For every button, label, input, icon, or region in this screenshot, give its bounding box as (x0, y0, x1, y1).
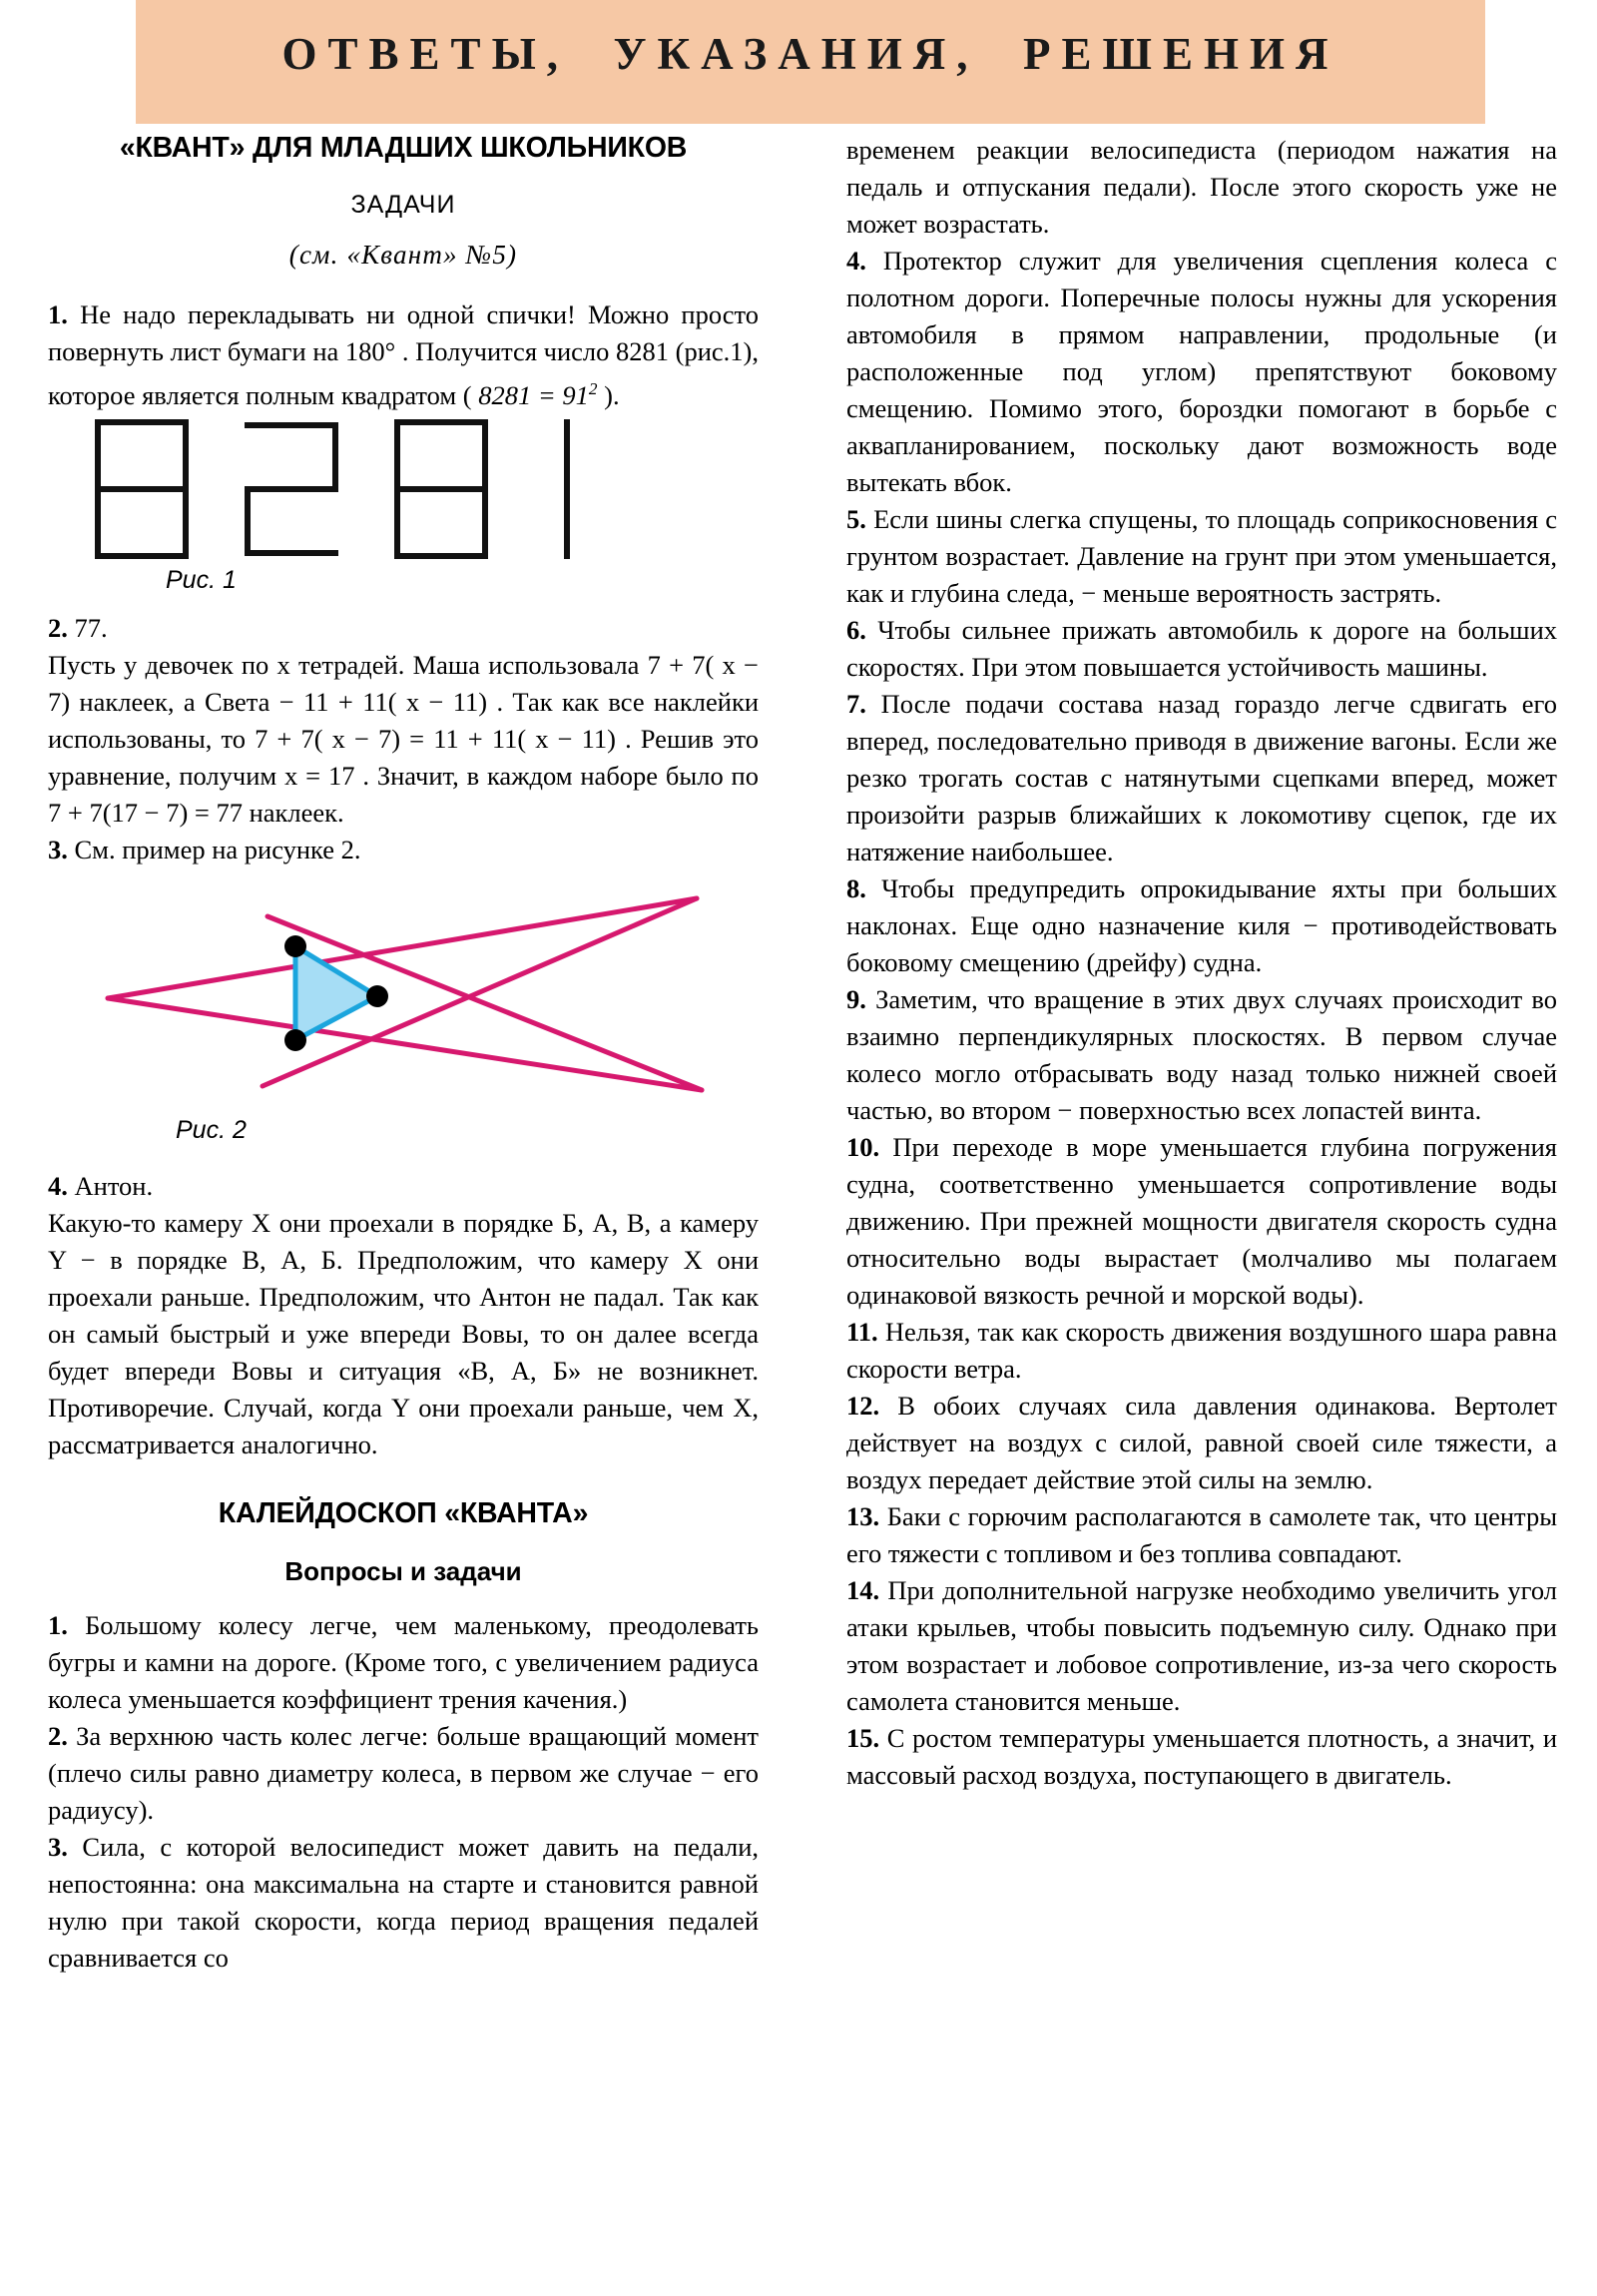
kaleidoscope-item-9 (846, 981, 1557, 1129)
figure-1 (48, 414, 759, 610)
answer-item-1 (48, 296, 759, 414)
item-text: Протектор служит для увеличения сцепления колеса с полотном дороги. Поперечные полосы нужны для ускорения автомобиля в прямом направлении, продольные (и расположенные под углом) препятствуют боковому смещению. Помимо этого, бороздки помогают в борьбе с аквапланированием, поскольку дают возможность воде вытекать вбок. (846, 246, 1557, 497)
item-text: Чтобы предупредить опрокидывание яхты при больших наклонах. Еще одно назначение киля − противодействовать боковому смещению (дрейфу) судна. (846, 873, 1557, 977)
item-number: 7. (846, 689, 866, 719)
kaleidoscope-item-6 (846, 612, 1557, 686)
answer-item-2-text: Пусть у девочек по x тетрадей. Маша использовала 7 + 7( x − 7) наклеек, а Света − 11 + 11( x − 11) . Так как все наклейки использованы, то 7 + 7( x − 7) = 11 + 11( x − 11) . Решив это уравнение, получим x = 17 . Значит, в каждом наборе было по 7 + 7(17 − 7) = 77 наклеек. (48, 649, 759, 828)
item-text: Большому колесу легче, чем маленькому, преодолевать бугры и камни на дороге. (Кроме того, с увеличением радиуса колеса уменьшается коэффициент трения качения.) (48, 1609, 759, 1714)
item-text: Если шины слегка спущены, то площадь соприкосновения с грунтом возрастает. Давление на грунт при этом уменьшается, как и глубина следа, − меньше вероятность застрять. (846, 504, 1557, 608)
answer-item-4-text: Какую-то камеру X они проехали в порядке Б, А, В, а камеру Y − в порядке В, А, Б. Предположим, что камеру X они проехали раньше. Предположим, что Антон не падал. Так как он самый быстрый и уже впереди Вовы, то он далее всегда будет впереди Вовы и ситуация «В, А, Б» не возникнет. Противоречие. Случай, когда Y они проехали раньше, чем X, рассматривается аналогично. (48, 1207, 759, 1459)
kaleidoscope-item-2 (48, 1718, 759, 1829)
item-text: Заметим, что вращение в этих двух случаях происходит во взаимно перпендикулярных плоскостях. В первом случае колесо могло отбрасывать воду назад только нижней своей частью, во втором − поверхностью всех лопастей винта. (846, 984, 1557, 1125)
figure-2-graphic (48, 868, 747, 1118)
item-number: 4. (48, 1170, 68, 1201)
item-number: 15. (846, 1723, 880, 1753)
item-number: 2. (48, 612, 68, 643)
kaleidoscope-item-14 (846, 1572, 1557, 1720)
item-formula-exponent: 2 (588, 379, 598, 398)
item-text: При переходе в море уменьшается глубина погружения судна, соответственно уменьшается сопротивление воды движению. При прежней мощности двигателя скорость судна относительно воды вырастает (молчаливо мы полагаем одинаковой вязкость речной и морской воды). (846, 1132, 1557, 1310)
item-formula: 8281 = 91 (478, 379, 589, 410)
figure-1-graphic (48, 414, 647, 564)
kaleidoscope-item-1 (48, 1607, 759, 1718)
kaleidoscope-item-3 (48, 1829, 759, 1977)
item-answer: Антон. (74, 1170, 154, 1201)
item-text: Сила, с которой велосипедист может давить на педали, непостоянна: она максимальна на старте и становится равной нулю при такой скорости, когда период вращения педалей сравнивается со (48, 1831, 760, 1973)
item-number: 14. (846, 1575, 880, 1605)
right-column (846, 132, 1557, 1794)
kaleidoscope-item-7 (846, 686, 1557, 870)
item-number: 13. (846, 1501, 880, 1531)
subsection-title-questions: Вопросы и задачи (284, 1555, 522, 1586)
figure-2-vertex-dot (366, 985, 388, 1007)
item-number: 2. (48, 1720, 68, 1751)
left-column (48, 132, 759, 1977)
item-text: С ростом температуры уменьшается плотность, а значит, и массовый расход воздуха, поступающего в двигатель. (846, 1723, 1558, 1790)
item-text: Не надо перекладывать ни одной спички! Можно просто повернуть лист бумаги на 180° . Получится число 8281 (рис.1), которое является полным квадратом ( (48, 299, 760, 410)
section-title-kvant-junior: «КВАНТ» ДЛЯ МЛАДШИХ ШКОЛЬНИКОВ (119, 132, 688, 164)
see-also-note: (см. «Квант» №5) (288, 240, 518, 270)
section-title-kaleidoscope: КАЛЕЙДОСКОП «КВАНТА» (218, 1496, 589, 1529)
answer-item-2-answer (48, 610, 759, 647)
kaleidoscope-item-10 (846, 1129, 1557, 1314)
kaleidoscope-item-5 (846, 501, 1557, 612)
answer-item-4-answer (48, 1168, 759, 1205)
item-number: 3. (48, 1831, 68, 1862)
item-number: 5. (846, 504, 866, 534)
item-number: 1. (48, 299, 68, 329)
item-text: После подачи состава назад гораздо легче сдвигать его вперед, последовательно приводя в движение вагоны. Если же резко трогать состав с натянутыми сцепками вперед, может произойти разрыв ближайших к локомотиву сцепок, где их натяжение наибольшее. (846, 689, 1557, 866)
item-number: 8. (846, 873, 866, 903)
item-text: За верхнюю часть колес легче: больше вращающий момент (плечо силы равно диаметру колеса, в первом же случае − его радиусу). (48, 1720, 759, 1825)
item-number: 6. (846, 615, 866, 645)
figure-2-vertex-dot (284, 935, 306, 957)
item-number: 3. (48, 834, 68, 864)
figure-1-caption: Рис. 1 (166, 565, 237, 594)
item-number: 4. (846, 246, 866, 276)
kaleidoscope-item-15 (846, 1720, 1557, 1794)
item-text: Баки с горючим располагаются в самолете так, что центры его тяжести с топливом и без топлива совпадают. (846, 1501, 1557, 1568)
kaleidoscope-item-12 (846, 1388, 1557, 1498)
item-text: В обоих случаях сила давления одинакова. Вертолет действует на воздух с силой, равной своей силе тяжести, а воздух передает действие этой силы на землю. (846, 1391, 1558, 1494)
answer-item-3 (48, 832, 759, 868)
item-text: См. пример на рисунке 2. (74, 834, 361, 864)
figure-2 (48, 868, 759, 1168)
item-text-tail: ). (597, 379, 620, 410)
kaleidoscope-item-3-continuation: временем реакции велосипедиста (периодом нажатия на педаль и отпускания педали). После этого скорость уже не может возрастать. (846, 135, 1557, 239)
item-answer: 77. (74, 612, 108, 643)
item-number: 1. (48, 1609, 68, 1640)
kaleidoscope-item-4 (846, 243, 1557, 501)
kaleidoscope-item-11 (846, 1314, 1557, 1388)
item-number: 11. (846, 1317, 878, 1347)
item-number: 12. (846, 1391, 880, 1421)
subsection-title-tasks: ЗАДАЧИ (350, 191, 456, 219)
item-text: Нельзя, так как скорость движения воздушного шара равна скорости ветра. (846, 1317, 1557, 1384)
page-title: ОТВЕТЫ, УКАЗАНИЯ, РЕШЕНИЯ (281, 29, 1339, 79)
figure-2-caption: Рис. 2 (176, 1115, 247, 1144)
kaleidoscope-item-8 (846, 870, 1557, 981)
item-number: 10. (846, 1132, 880, 1162)
item-text: При дополнительной нагрузке необходимо увеличить угол атаки крыльев, чтобы повысить подъемную силу. Однако при этом возрастает и лобовое сопротивление, из-за чего скорость самолета становится меньше. (846, 1575, 1558, 1716)
item-number: 9. (846, 984, 866, 1014)
figure-2-vertex-dot (284, 1029, 306, 1051)
kaleidoscope-item-13 (846, 1498, 1557, 1572)
item-text: Чтобы сильнее прижать автомобиль к дороге на больших скоростях. При этом повышается устойчивость машины. (846, 615, 1557, 682)
